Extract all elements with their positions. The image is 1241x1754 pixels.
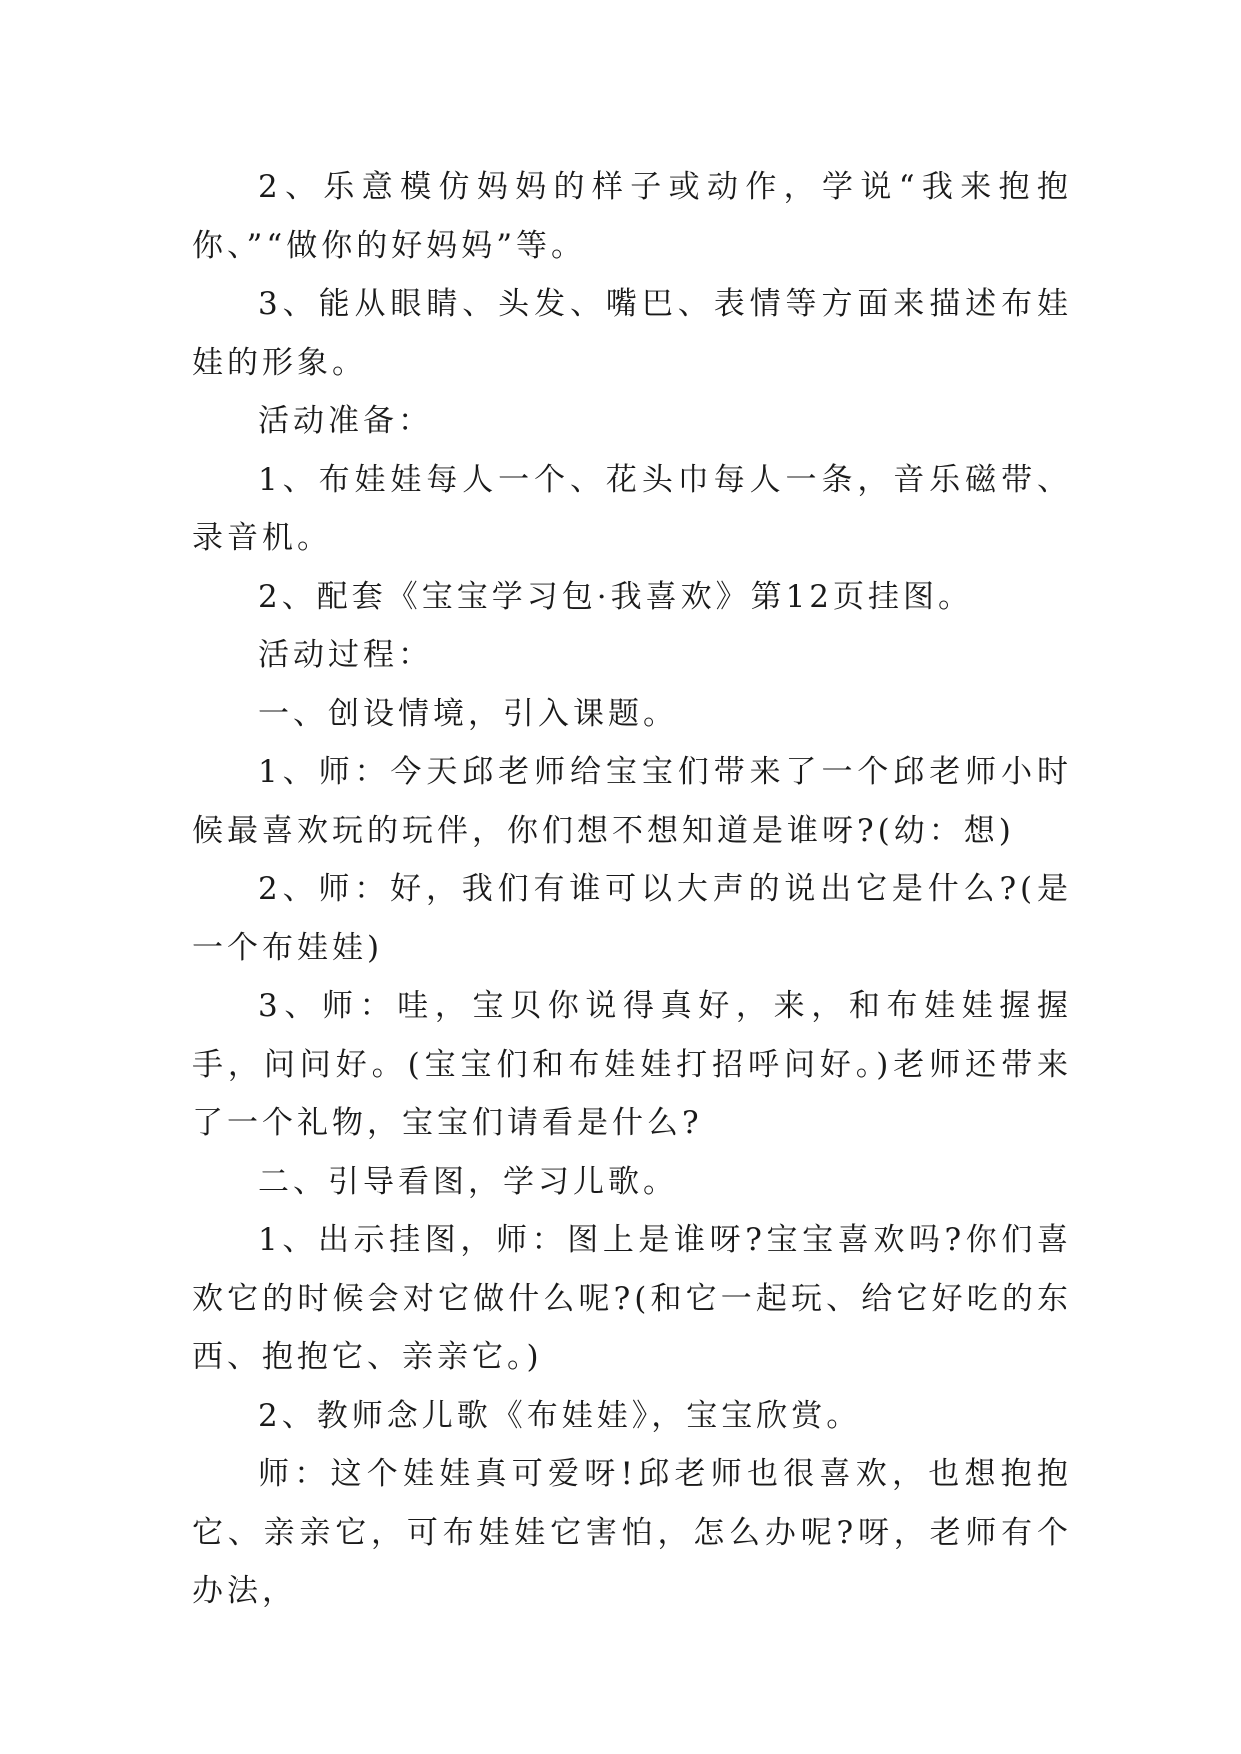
heading-activity-preparation: 活动准备： xyxy=(258,403,433,439)
paragraph-section2-step-2: 2、教师念儿歌《布娃娃》，宝宝欣赏。 xyxy=(258,1397,862,1434)
paragraph-section1-step-1: 1、师：今天邱老师给宝宝们带来了一个邱老师小时候最喜欢玩的玩伴，你们想不想知道是谁呀?(幼：想) xyxy=(192,754,1072,849)
paragraph-goal-2: 2、乐意模仿妈妈的样子或动作，学说“我来抱抱你、”“做你的好妈妈”等。 xyxy=(192,169,1072,264)
heading-activity-process: 活动过程： xyxy=(258,637,433,673)
document-body xyxy=(192,158,1072,1621)
heading-section-2: 二、引导看图，学习儿歌。 xyxy=(258,1163,678,1200)
paragraph-teacher-speech: 师：这个娃娃真可爱呀!邱老师也很喜欢，也想抱抱它、亲亲它，可布娃娃它害怕，怎么办呢?呀，老师有个办法， xyxy=(192,1456,1072,1609)
paragraph-section1-step-3: 3、师：哇，宝贝你说得真好，来，和布娃娃握握手，问问好。(宝宝们和布娃娃打招呼问好。)老师还带来了一个礼物，宝宝们请看是什么? xyxy=(192,988,1072,1141)
paragraph-goal-3: 3、能从眼睛、头发、嘴巴、表情等方面来描述布娃娃的形象。 xyxy=(192,286,1072,381)
paragraph-preparation-2: 2、配套《宝宝学习包·我喜欢》第12页挂图。 xyxy=(258,578,974,615)
paragraph-section2-step-1: 1、出示挂图，师：图上是谁呀?宝宝喜欢吗?你们喜欢它的时候会对它做什么呢?(和它一起玩、给它好吃的东西、抱抱它、亲亲它。) xyxy=(192,1222,1072,1375)
heading-section-1: 一、创设情境，引入课题。 xyxy=(258,695,678,732)
paragraph-section1-step-2: 2、师：好，我们有谁可以大声的说出它是什么?(是一个布娃娃) xyxy=(192,871,1072,966)
paragraph-preparation-1: 1、布娃娃每人一个、花头巾每人一条，音乐磁带、录音机。 xyxy=(192,461,1072,556)
